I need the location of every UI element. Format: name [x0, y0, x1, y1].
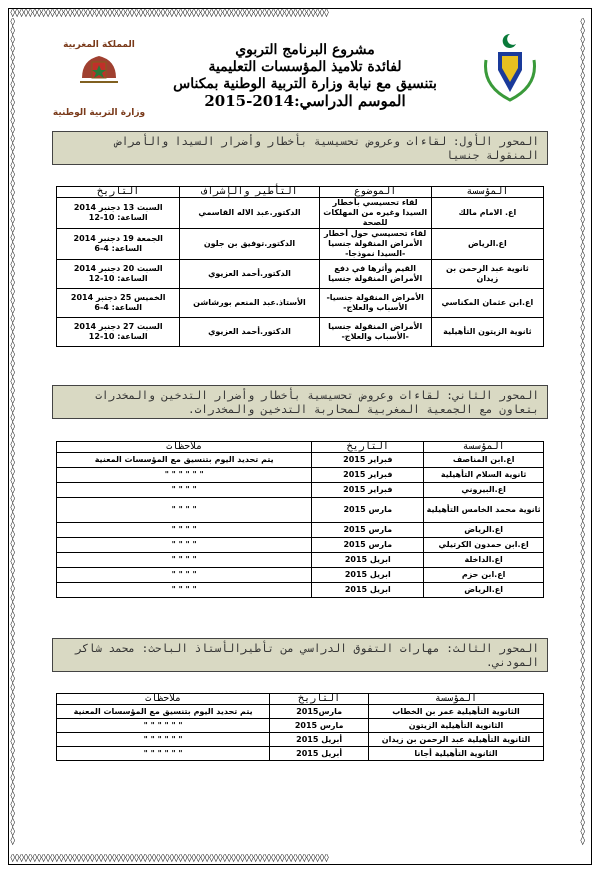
date-cell: فبراير 2015 — [312, 453, 424, 468]
table-row — [57, 747, 544, 761]
school-cell: الثانوية التأهيلية الزيتون — [369, 719, 544, 733]
topic-cell: الأمراض المنقولة جنسيا -الأسباب والعلاج- — [319, 318, 431, 347]
column-header-notes: ملاحظات — [57, 694, 270, 705]
note-cell: " " " " " " — [57, 747, 270, 761]
note-cell: " " " " — [57, 498, 312, 523]
axis-1-title: المحور الأول: لقاءات وعروض تحسيسية بأخطار وأضرار السيدا والأمراض المنقولة جنسيا — [52, 131, 548, 165]
date-text: الخميس 25 دجنبر 2014 — [70, 293, 166, 302]
axis-1-table — [56, 186, 544, 347]
school-cell: اع.ابن حزم — [424, 568, 544, 583]
table-row — [57, 483, 544, 498]
table-row — [57, 229, 544, 260]
school-cell: الثانوية التأهيلية عبد الرحمن بن زيدان — [369, 733, 544, 747]
note-cell: " " " " " " — [57, 733, 270, 747]
decorative-border-bottom: ◊◊◊◊◊◊◊◊◊◊◊◊◊◊◊◊◊◊◊◊◊◊◊◊◊◊◊◊◊◊◊◊◊◊◊◊◊◊◊◊◊◊◊◊◊◊◊◊◊◊◊◊◊◊◊◊◊◊◊◊◊◊◊◊◊◊◊◊◊◊◊◊ — [10, 854, 329, 863]
axis-3-table — [56, 693, 544, 761]
table-row — [57, 523, 544, 538]
table-header-row — [57, 187, 544, 198]
date-cell: مارس 2015 — [312, 498, 424, 523]
table-header-row — [57, 694, 544, 705]
date-text: الجمعة 19 دجنبر 2014 — [73, 234, 163, 243]
table-row — [57, 719, 544, 733]
time-text: الساعة: 10-12 — [88, 213, 148, 222]
topic-cell: القيم وأثرها في دفع الأمراض المنقولة جنسيا — [319, 260, 431, 289]
note-cell: " " " " — [57, 483, 312, 498]
date-cell: فبراير 2015 — [312, 468, 424, 483]
school-cell: الثانوية التأهيلية أجانا — [369, 747, 544, 761]
date-text: السبت 20 دجنبر 2014 — [73, 264, 163, 273]
school-cell: اع.الداخلة — [424, 553, 544, 568]
topic-cell: الأمراض المنقولة جنسيا- الأسباب والعلاج- — [319, 289, 431, 318]
note-cell: يتم تحديد اليوم بتنسيق مع المؤسسات المعنية — [57, 453, 312, 468]
date-cell — [57, 229, 180, 260]
note-cell: يتم تحديد اليوم بتنسيق مع المؤسسات المعنية — [57, 705, 270, 719]
note-cell: " " " " — [57, 553, 312, 568]
school-cell: ثانوية الزيتون التأهيلية — [431, 318, 543, 347]
table-row — [57, 538, 544, 553]
school-cell: اع. الامام مالك — [431, 198, 543, 229]
school-cell: الثانوية التأهيلية عمر بن الخطاب — [369, 705, 544, 719]
school-cell: اع.ابن حمدون الكرتيلي — [424, 538, 544, 553]
column-header-notes: ملاحظات — [57, 442, 312, 453]
table-row — [57, 733, 544, 747]
axis-3-title: المحور الثالث: مهارات التفوق الدراسي من تأطيرالأستاذ الباحث: محمد شاكر المودني. — [52, 638, 548, 672]
column-header-date: التاريخ — [270, 694, 369, 705]
kingdom-label: المملكة المغربية — [63, 40, 135, 50]
date-cell: مارس 2015 — [312, 538, 424, 553]
time-text: الساعة: 4-6 — [94, 303, 143, 312]
decorative-border-right: ◊◊◊◊◊◊◊◊◊◊◊◊◊◊◊◊◊◊◊◊◊◊◊◊◊◊◊◊◊◊◊◊◊◊◊◊◊◊◊◊◊◊◊◊◊◊◊◊◊◊◊◊◊◊◊◊◊◊◊◊◊◊◊◊◊◊◊◊◊◊◊◊◊◊◊◊◊◊◊◊◊◊◊◊◊◊◊◊◊◊◊◊ — [580, 18, 586, 846]
column-header-school: المؤسسة — [369, 694, 544, 705]
school-year: الموسم الدراسي:2014-2015 — [204, 92, 406, 110]
table-row — [57, 705, 544, 719]
time-text: الساعة: 10-12 — [88, 332, 148, 341]
note-cell: " " " " — [57, 568, 312, 583]
date-cell: ابريل 2015 — [312, 568, 424, 583]
note-cell: " " " " " " — [57, 468, 312, 483]
school-cell: اع.الرياض — [431, 229, 543, 260]
ministry-label: وزارة التربية الوطنية — [52, 108, 146, 118]
decorative-border-left: ◊◊◊◊◊◊◊◊◊◊◊◊◊◊◊◊◊◊◊◊◊◊◊◊◊◊◊◊◊◊◊◊◊◊◊◊◊◊◊◊◊◊◊◊◊◊◊◊◊◊◊◊◊◊◊◊◊◊◊◊◊◊◊◊◊◊◊◊◊◊◊◊◊◊◊◊◊◊◊◊◊◊◊◊◊◊◊◊◊◊◊◊ — [10, 18, 16, 846]
supervisor-cell: الدكتور.توفيق بن جلون — [180, 229, 319, 260]
column-header-supervisor: التأطير والإشراف — [180, 187, 319, 198]
school-cell: اع.البيروني — [424, 483, 544, 498]
date-cell — [57, 289, 180, 318]
supervisor-cell: الدكتور.أحمد العزيوي — [180, 260, 319, 289]
table-row — [57, 498, 544, 523]
document-header — [0, 20, 600, 140]
table-row — [57, 453, 544, 468]
table-header-row — [57, 442, 544, 453]
topic-cell: لقاء تحسيسي بأخطار السيدا وغيره من المهلكات للصحة — [319, 198, 431, 229]
school-cell: اع.ابن المناصف — [424, 453, 544, 468]
beneficiaries-line: لفائدة تلاميذ المؤسسات التعليمية — [208, 59, 402, 75]
axis-2-title: المحور الثاني: لقاءات وعروض تحسيسية بأخطار وأضرار التدخين والمخدرات بتعاون مع الجمعية المغربية لمحاربة التدخين والمخدرات. — [52, 385, 548, 419]
time-text: الساعة: 4-6 — [94, 244, 143, 253]
crest-icon — [78, 50, 120, 90]
header-titles — [170, 42, 440, 110]
table-row — [57, 289, 544, 318]
date-cell: أبريل 2015 — [270, 733, 369, 747]
date-text: السبت 13 دجنبر 2014 — [73, 203, 163, 212]
ministry-emblem — [44, 40, 154, 118]
time-text: الساعة: 10-12 — [88, 274, 148, 283]
note-cell: " " " " — [57, 523, 312, 538]
column-header-date: التاريخ — [57, 187, 180, 198]
date-cell: مارس 2015 — [270, 719, 369, 733]
school-cell: اع.الرياض — [424, 523, 544, 538]
column-header-school: المؤسسة — [424, 442, 544, 453]
school-cell: ثانوية السلام التأهيلية — [424, 468, 544, 483]
project-title: مشروع البرنامج التربوي — [235, 42, 375, 58]
column-header-school: المؤسسة — [431, 187, 543, 198]
decorative-border-top: ◊◊◊◊◊◊◊◊◊◊◊◊◊◊◊◊◊◊◊◊◊◊◊◊◊◊◊◊◊◊◊◊◊◊◊◊◊◊◊◊◊◊◊◊◊◊◊◊◊◊◊◊◊◊◊◊◊◊◊◊◊◊◊◊◊◊◊◊◊◊◊◊ — [10, 9, 329, 18]
coordination-line: بتنسيق مع نيابة وزارة التربية الوطنية بمكناس — [173, 76, 437, 92]
table-row — [57, 260, 544, 289]
axis-2-table — [56, 441, 544, 598]
date-cell — [57, 260, 180, 289]
note-cell: " " " " " " — [57, 719, 270, 733]
date-cell: ابريل 2015 — [312, 583, 424, 598]
school-cell: اع.الرياض — [424, 583, 544, 598]
school-cell: ثانوية عبد الرحمن بن زيدان — [431, 260, 543, 289]
table-row — [57, 318, 544, 347]
note-cell: " " " " — [57, 583, 312, 598]
date-cell: ابريل 2015 — [312, 553, 424, 568]
supervisor-cell: الدكتور.أحمد العزيوي — [180, 318, 319, 347]
school-cell: ثانوية محمد الخامس التأهيلية — [424, 498, 544, 523]
date-cell — [57, 318, 180, 347]
date-cell: أبريل 2015 — [270, 747, 369, 761]
column-header-date: التاريخ — [312, 442, 424, 453]
date-cell: مارس2015 — [270, 705, 369, 719]
table-row — [57, 198, 544, 229]
date-cell: مارس 2015 — [312, 523, 424, 538]
table-row — [57, 583, 544, 598]
topic-cell: لقاء تحسيسي حول أخطار الأمراض المنقولة جنسيا -السيدا نموذجا- — [319, 229, 431, 260]
supervisor-cell: الدكتور.عبد الاله القاسمي — [180, 198, 319, 229]
table-row — [57, 468, 544, 483]
table-row — [57, 553, 544, 568]
school-cell: اع.ابن عثمان المكناسي — [431, 289, 543, 318]
date-cell: فبراير 2015 — [312, 483, 424, 498]
date-cell — [57, 198, 180, 229]
supervisor-cell: الأستاذ.عبد المنعم بورشاشن — [180, 289, 319, 318]
table-row — [57, 568, 544, 583]
date-text: السبت 27 دجنبر 2014 — [73, 322, 163, 331]
note-cell: " " " " — [57, 538, 312, 553]
column-header-topic: الموضوع — [319, 187, 431, 198]
program-logo — [480, 30, 540, 110]
